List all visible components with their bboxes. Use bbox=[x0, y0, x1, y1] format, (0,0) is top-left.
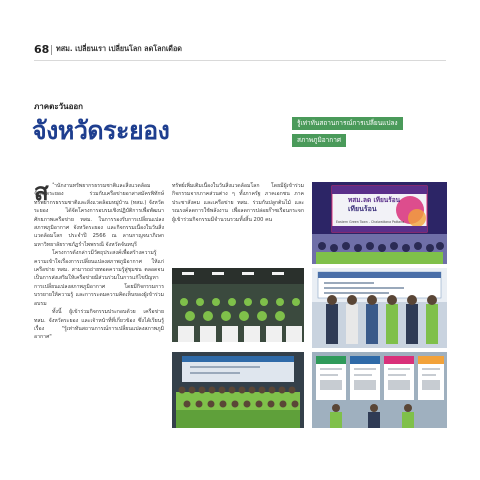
banner-subheading: เทียนร้อน bbox=[348, 205, 377, 213]
header-rule bbox=[34, 60, 446, 61]
article-paragraph: ำนักงานทรัพยากรธรรมชาติและสิ่งแวดล้อมจังหวัดระยอง ร่วมกับเครือข่ายอาสาสมัครพิทักษ์ทรัพยากรธรรมชาติและสิ่งแวดล้อมหมู่บ้าน (ทสม.) จังหวัดระยอง ได้จัดโครงการอบรมเชิงปฏิบัติการเพื่อพัฒนาศักยภาพเครือข่าย ทสม. ในการรองรับการเปลี่ยนแปลงสภาพภูมิอากาศ จังหวัดระยอง และกิจกรรมเนื่องในวันสิ่งแวดล้อมโลก ประจำปี 2566 ณ ลานกาญจนาภิเษก มหาวิทยาลัยราชภัฏรำไพพรรณี จังหวัดจันทบุรี bbox=[34, 183, 164, 248]
drop-cap: ส bbox=[34, 178, 49, 206]
exhibition-photo bbox=[312, 352, 447, 428]
group-photo bbox=[312, 268, 447, 348]
running-header: ทสม. เปลี่ยนเรา เปลี่ยนโลก ลดโลกเดือด bbox=[56, 44, 182, 53]
seminar-hall-photo bbox=[172, 268, 304, 342]
participants-group-photo bbox=[172, 352, 304, 428]
page-number: 68 bbox=[34, 43, 50, 56]
header-separator bbox=[51, 45, 52, 55]
article-paragraph: ทั้งนี้ ผู้เข้าร่วมกิจกรรมประกอบด้วย เครือข่าย ทสม. จังหวัดระยอง และเจ้าหน้าที่ที่เกี่ยวข้อง ซึ่งได้เรียนรู้เรื่อง "รู้เท่าทันสถานการณ์การเปลี่ยนแปลงสภาพภูมิอากาศ" bbox=[34, 309, 164, 341]
article-column-2: ทรัพย์เพิ่มเติมเนื่องในวันสิ่งแวดล้อมโลก โดยมีผู้เข้าร่วมกิจกรรมจากภาคส่วนต่าง ๆ ทั้งภาครัฐ ภาคเอกชน ภาคประชาสังคม และเครือข่าย ทสม. ร่วมกันปลูกต้นไม้ และรณรงค์ลดการใช้พลังงาน เพื่อลดการปล่อยก๊าซเรือนกระจก ผู้เข้าร่วมกิจกรรมมีจำนวนรวมทั้งสิ้น 200 คน bbox=[172, 183, 304, 223]
banner-caption: Eastern Green Town - Chaiwattana Pattana bbox=[336, 220, 405, 224]
article-column-1 bbox=[34, 178, 164, 342]
banner-heading: ทสม.ลด เทียนร้อน bbox=[348, 196, 401, 204]
event-stage-photo bbox=[312, 182, 447, 264]
section-label: ภาคตะวันออก bbox=[34, 102, 84, 111]
page-title: จังหวัดระยอง bbox=[32, 116, 170, 145]
topic-tag-2: สภาพภูมิอากาศ bbox=[292, 134, 346, 147]
article-paragraph: โครงการดังกล่าวมีวัตถุประสงค์เพื่อสร้างความรู้ความเข้าใจเรื่องการเปลี่ยนแปลงสภาพภูมิอากาศ ให้แก่เครือข่าย ทสม. สามารถถ่ายทอดความรู้สู่ชุมชน ตลอดจนเป็นการส่งเสริมให้เครือข่ายมีส่วนร่วมในการแก้ไขปัญหาการเปลี่ยนแปลงสภาพภูมิอากาศ โดยมีกิจกรรมการบรรยายให้ความรู้ และการระดมความคิดเห็นของผู้เข้าร่วมอบรม bbox=[34, 250, 164, 307]
topic-tag-1: รู้เท่าทันสถานการณ์การเปลี่ยนแปลง bbox=[292, 117, 403, 130]
